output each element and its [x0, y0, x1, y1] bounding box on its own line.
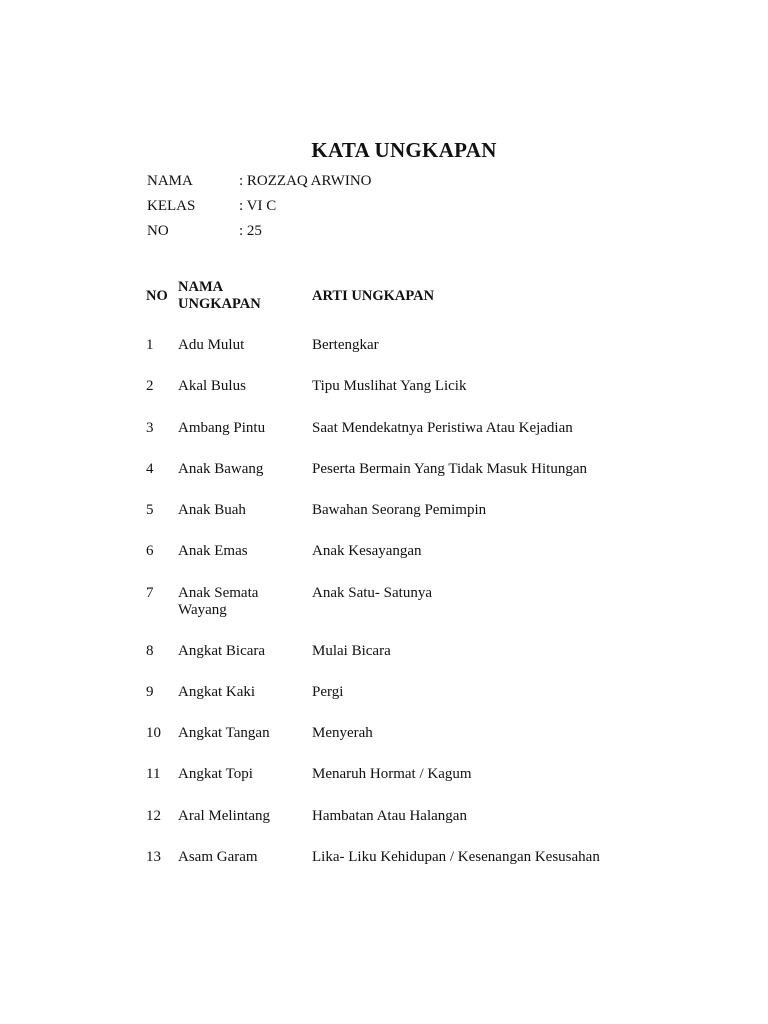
row-meaning: Peserta Bermain Yang Tidak Masuk Hitungan	[312, 461, 587, 477]
table-row	[0, 849, 768, 885]
table-row	[0, 684, 768, 720]
info-label: KELAS	[147, 198, 196, 214]
document-title: KATA UNGKAPAN	[311, 138, 497, 162]
row-number: 7	[146, 585, 154, 601]
table-row	[0, 643, 768, 679]
row-meaning: Bertengkar	[312, 337, 379, 353]
row-meaning: Lika- Liku Kehidupan / Kesenangan Kesusahan	[312, 849, 600, 865]
row-number: 10	[146, 725, 161, 741]
table-row	[0, 337, 768, 373]
row-number: 3	[146, 420, 154, 436]
row-meaning: Pergi	[312, 684, 344, 700]
row-number: 1	[146, 337, 154, 353]
row-meaning: Anak Satu- Satunya	[312, 585, 432, 601]
table-row	[0, 808, 768, 844]
row-number: 11	[146, 766, 161, 782]
row-number: 8	[146, 643, 154, 659]
info-label: NAMA	[147, 173, 193, 189]
row-expression: Anak Buah	[178, 502, 246, 518]
row-meaning: Hambatan Atau Halangan	[312, 808, 467, 824]
row-number: 4	[146, 461, 154, 477]
row-expression: Asam Garam	[178, 849, 258, 865]
row-meaning: Tipu Muslihat Yang Licik	[312, 378, 467, 394]
info-value: : VI C	[239, 198, 277, 214]
row-number: 5	[146, 502, 154, 518]
table-row	[0, 766, 768, 802]
header-name-line2: UNGKAPAN	[178, 296, 261, 312]
table-row	[0, 420, 768, 456]
row-meaning: Saat Mendekatnya Peristiwa Atau Kejadian	[312, 420, 573, 436]
row-meaning: Mulai Bicara	[312, 643, 391, 659]
row-expression: Angkat Bicara	[178, 643, 266, 659]
header-no: NO	[146, 288, 168, 304]
table-row	[0, 585, 768, 621]
table-row	[0, 461, 768, 497]
row-meaning: Menyerah	[312, 725, 373, 741]
info-label: NO	[147, 223, 169, 239]
row-expression: Aral Melintang	[178, 808, 271, 824]
row-expression: Angkat Kaki	[178, 684, 256, 700]
table-row	[0, 378, 768, 414]
header-meaning: ARTI UNGKAPAN	[312, 288, 435, 304]
row-expression: Angkat Topi	[178, 766, 253, 782]
table-row	[0, 543, 768, 579]
row-expression: Akal Bulus	[178, 378, 246, 394]
header-name-line1: NAMA	[178, 279, 224, 295]
row-meaning: Bawahan Seorang Pemimpin	[312, 502, 487, 518]
row-meaning: Anak Kesayangan	[312, 543, 422, 559]
row-number: 2	[146, 378, 154, 394]
row-expression: Anak Semata Wayang	[178, 585, 259, 618]
row-expression: Anak Emas	[178, 543, 248, 559]
info-value: : 25	[239, 223, 262, 239]
row-expression: Anak Bawang	[178, 461, 264, 477]
row-number: 6	[146, 543, 154, 559]
row-expression: Ambang Pintu	[178, 420, 266, 436]
table-row	[0, 502, 768, 538]
row-number: 12	[146, 808, 161, 824]
info-value: : ROZZAQ ARWINO	[239, 173, 372, 189]
row-expression: Adu Mulut	[178, 337, 245, 353]
row-number: 9	[146, 684, 154, 700]
row-number: 13	[146, 849, 161, 865]
table-row	[0, 725, 768, 761]
row-expression: Angkat Tangan	[178, 725, 270, 741]
row-meaning: Menaruh Hormat / Kagum	[312, 766, 472, 782]
